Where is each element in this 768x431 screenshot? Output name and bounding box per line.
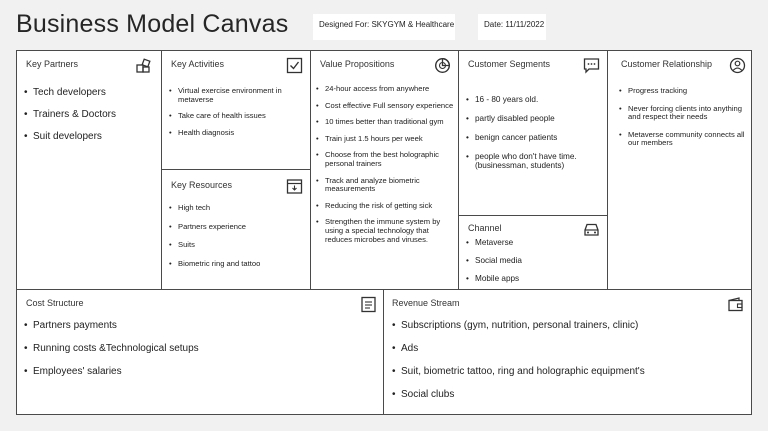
list-item: • Mobile apps (466, 274, 604, 283)
key-activities-title: Key Activities (171, 59, 225, 69)
designed-for-label: Designed For: SKYGYM & Healthcare (313, 14, 455, 40)
list-item: • partly disabled people (466, 114, 604, 123)
list-item: • Virtual exercise environment in metaverse (169, 87, 307, 104)
archive-box-icon (286, 178, 303, 195)
value-propositions-list (316, 85, 457, 252)
key-activities-list (169, 87, 307, 145)
key-partners-list (24, 87, 159, 153)
list-item: • Social clubs (392, 389, 748, 401)
list-item: • Ads (392, 343, 748, 355)
customer-segments-title: Customer Segments (468, 59, 551, 69)
revenue-stream-section (384, 290, 751, 414)
key-resources-section (162, 170, 311, 290)
value-propositions-title: Value Propositions (320, 59, 395, 69)
list-item: • Reducing the risk of getting sick (316, 202, 457, 211)
list-item: • Choose from the best holographic personal trainers (316, 151, 457, 168)
customer-segments-section (459, 51, 608, 216)
list-item: • Metaverse (466, 238, 604, 247)
list-item: • Trainers & Doctors (24, 109, 159, 121)
list-item: • High tech (169, 204, 307, 213)
customer-relationship-title: Customer Relationship (621, 59, 713, 69)
list-item: • Cost effective Full sensory experience (316, 102, 457, 111)
key-partners-section (17, 51, 162, 290)
business-model-canvas (16, 50, 752, 415)
partners-icon (135, 57, 152, 74)
customer-relationship-section (608, 51, 751, 290)
list-item: • Health diagnosis (169, 129, 307, 138)
channel-list (466, 238, 604, 290)
list-item: • Suit developers (24, 131, 159, 143)
list-item: • Progress tracking (619, 87, 749, 96)
key-partners-title: Key Partners (26, 59, 79, 69)
list-item: • Social media (466, 256, 604, 265)
list-item: • Suits (169, 241, 307, 250)
wallet-icon (727, 296, 744, 313)
value-propositions-section (311, 51, 459, 290)
date-label: Date: 11/11/2022 (478, 14, 546, 40)
key-resources-title: Key Resources (171, 180, 233, 190)
list-item: • Track and analyze biometric measurements (316, 177, 457, 194)
list-item: • Take care of health issues (169, 112, 307, 121)
pie-chart-icon (434, 57, 451, 74)
cost-structure-list (24, 320, 224, 388)
list-item: • Biometric ring and tattoo (169, 260, 307, 269)
list-item: • Partners payments (24, 320, 224, 332)
list-item: • 10 times better than traditional gym (316, 118, 457, 127)
list-item: • people who don't have time. (businessman, students) (466, 152, 604, 170)
list-item: • 16 - 80 years old. (466, 95, 604, 104)
channel-section (459, 216, 608, 290)
list-item: • Train just 1.5 hours per week (316, 135, 457, 144)
key-resources-list (169, 204, 307, 276)
document-list-icon (360, 296, 377, 313)
list-item: • Partners experience (169, 223, 307, 232)
list-item: • 24-hour access from anywhere (316, 85, 457, 94)
list-item: • benign cancer patients (466, 133, 604, 142)
list-item: • Never forcing clients into anything and respect their needs (619, 105, 749, 122)
list-item: • Strengthen the immune system by using a special technology that reduces microbes and viruses. (316, 218, 457, 244)
page-title: Business Model Canvas (16, 10, 289, 38)
cost-structure-section (17, 290, 384, 414)
list-item: • Employees' salaries (24, 366, 224, 378)
customer-relationship-list (619, 87, 749, 156)
customer-segments-list (466, 95, 604, 180)
revenue-stream-title: Revenue Stream (392, 298, 460, 308)
revenue-stream-list (392, 320, 748, 412)
car-icon (583, 221, 600, 238)
list-item: • Running costs &Technological setups (24, 343, 224, 355)
user-circle-icon (729, 57, 746, 74)
chat-bubble-icon (583, 57, 600, 74)
checkbox-icon (286, 57, 303, 74)
list-item: • Suit, biometric tattoo, ring and holographic equipment's (392, 366, 748, 378)
list-item: • Tech developers (24, 87, 159, 99)
channel-title: Channel (468, 223, 502, 233)
list-item: • Metaverse community connects all our members (619, 131, 749, 148)
key-activities-section (162, 51, 311, 170)
list-item: • Subscriptions (gym, nutrition, personal trainers, clinic) (392, 320, 748, 332)
cost-structure-title: Cost Structure (26, 298, 84, 308)
